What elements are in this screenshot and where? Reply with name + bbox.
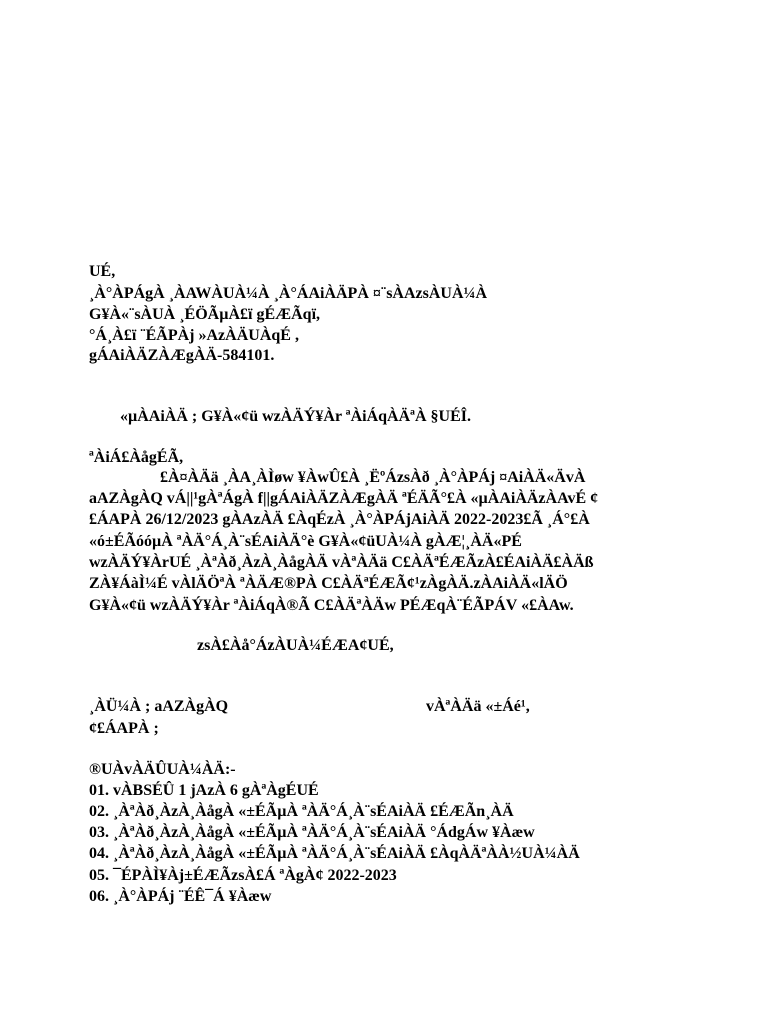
salutation: ªÀiÁ£ÀågÉÃ, <box>89 449 184 466</box>
list-item: 01. vÀBSÉÛ 1 jAzÀ 6 gÀªÀgÉUÉ <box>89 782 319 799</box>
closing: zsÀ£Àå°ÁzÀUÀ¼ÉÆA¢UÉ, <box>197 637 394 654</box>
address-line: G¥À«¨sÀUÀ ¸ÉÖÃµÀ£ï gÉÆÃqï, <box>89 306 321 323</box>
body-line: «ó±ÉÃóóµÀ ªÀÄ°Á¸À¨sÉAiÀÄ°è G¥À«¢üUÀ¼À gÀÆ¦¸ÀÄ«PÉ <box>89 533 522 550</box>
list-item: 02. ¸ÀªÀð¸ÀzÀ¸ÀågÀ «±ÉÃµÀ ªÀÄ°Á¸À¨sÉAiÀÄ £ÉÆÃn¸ÀÄ <box>89 803 514 820</box>
body-line: wzÀÄÝ¥ÀrUÉ ¸ÀªÀð¸ÀzÀ¸ÀågÀÄ vÀªÀÄä C£ÀÄªÉÆÃzÀ£ÉAiÀÄ£ÀÄß <box>89 554 594 571</box>
list-item: 04. ¸ÀªÀð¸ÀzÀ¸ÀågÀ «±ÉÃµÀ ªÀÄ°Á¸À¨sÉAiÀÄ £ÀqÀÄªÀÀ½UÀ¼ÀÄ <box>89 845 580 862</box>
address-line: gÁAiÀÄZÀÆgÀÄ-584101. <box>89 347 275 364</box>
subject-line: «µÀAiÀÄ ; G¥À«¢ü wzÀÄÝ¥Àr ªÀiÁqÀÄªÀ §UÉÎ. <box>120 408 471 425</box>
place-label: ¸ÀÜ¼À ; aAZÀgÀQ <box>89 698 229 715</box>
enclosures-title: ®UÀvÀÄÛUÀ¼ÀÄ:- <box>89 761 236 778</box>
address-line: UÉ, <box>89 263 116 280</box>
body-line: £ÁAPÀ 26/12/2023 gÀAzÀÄ £ÀqÉzÀ ¸À°ÀPÁjAiÀÄ 2022-2023£Ã ¸Á°£À <box>89 511 590 528</box>
body-line: ZÀ¥ÁàÌ¼É vÀlÄÖªÀ ªÀÄÆ®PÀ C£ÀÄªÉÆÃ¢¹zÀgÀÄ.zÀAiÀÄ«lÄÖ <box>89 575 568 592</box>
list-item: 06. ¸À°ÀPÁj ¨ÉÊ¯Á ¥Àæw <box>89 888 272 905</box>
body-line: £À¤ÀÄä ¸ÀA¸ÀÌøw ¥ÀwÛ£À ¸ËºÁzsÀð ¸À°ÀPÁj ¤AiÀÄ«ÄvÀ <box>160 469 586 486</box>
address-line: ¸À°ÀPÁgÀ ¸ÀAWÀUÀ¼À ¸À°ÁAiÀÄPÀ ¤¨sÀAzsÀUÀ¼À <box>89 285 488 302</box>
body-line: G¥À«¢ü wzÀÄÝ¥Àr ªÀiÁqÀ®Ã C£ÀÄªÀÄw PÉÆqÀ¨ÉÃPÁV «£ÀAw. <box>89 597 574 614</box>
list-item: 05. ¯ÉPÀÌ¥Àj±ÉÆÃzsÀ£Á ªÀgÀ¢ 2022-2023 <box>89 867 397 884</box>
list-item: 03. ¸ÀªÀð¸ÀzÀ¸ÀågÀ «±ÉÃµÀ ªÀÄ°Á¸À¨sÉAiÀÄ °ÁdgÁw ¥Àæw <box>89 824 535 841</box>
body-line: aAZÀgÀQ vÁ||¹gÀªÁgÀ f||gÁAiÀÄZÀÆgÀÄ ªÉÄÃ°£À «µÀAiÀÄzÀAvÉ ¢ <box>89 490 599 507</box>
signature-label: vÀªÀÄä «±Áé¹, <box>426 698 530 715</box>
date-label: ¢£ÁAPÀ ; <box>89 720 159 737</box>
address-line: °Á¸À£ï ¨ÉÃPÀj »AzÀÄUÀqÉ , <box>89 327 299 344</box>
